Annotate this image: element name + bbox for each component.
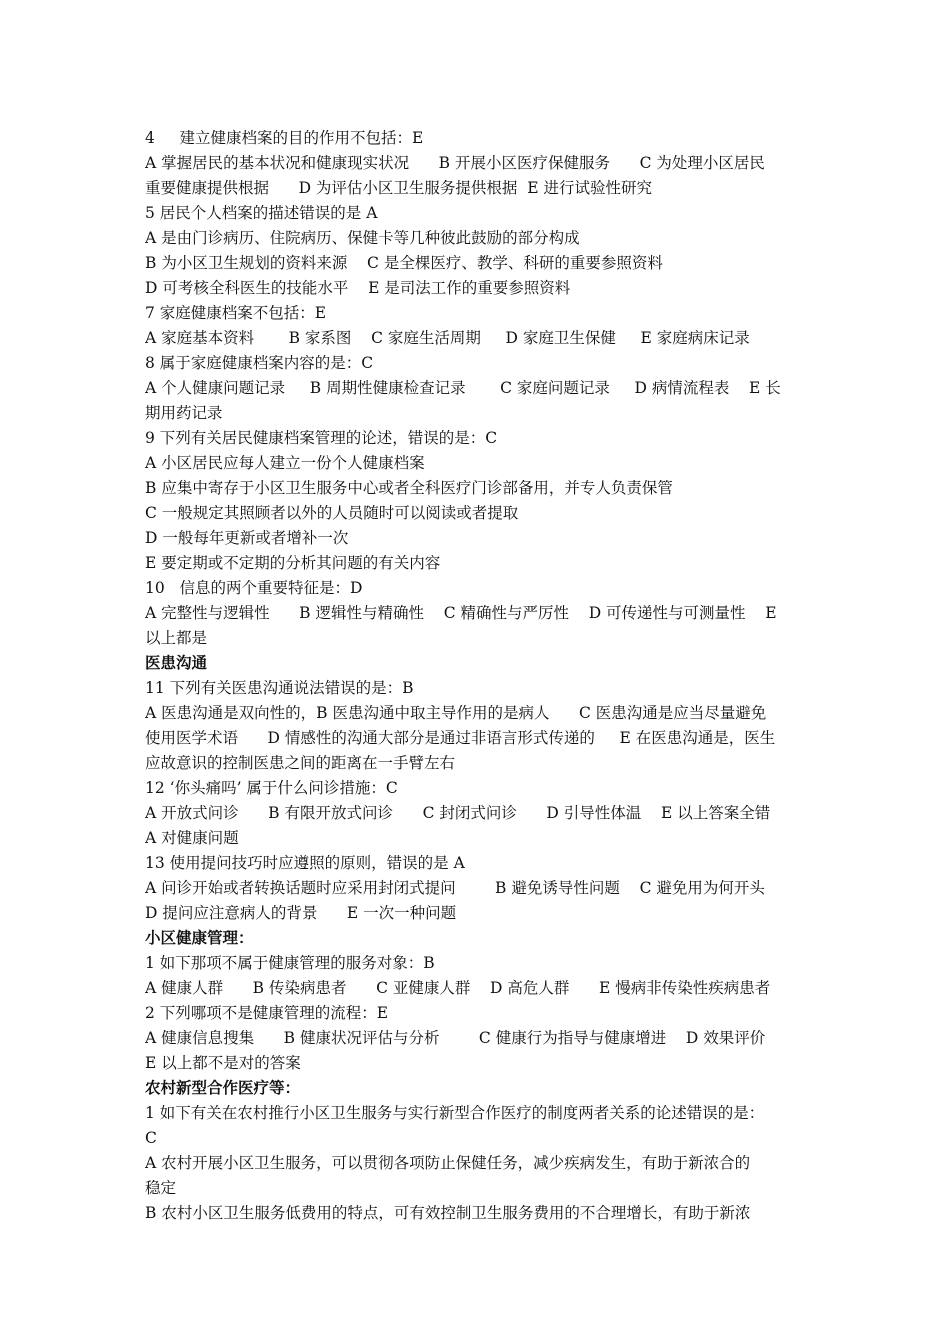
option-line: B 农村小区卫生服务低费用的特点，可有效控制卫生服务费用的不合理增长，有助于新浓 — [145, 1204, 751, 1222]
question-line: 10 信息的两个重要特征是：D — [145, 579, 363, 597]
section-heading: 医患沟通 — [145, 654, 208, 672]
question-line: 4 建立健康档案的目的作用不包括：E — [145, 129, 424, 147]
option-line: A 掌握居民的基本状况和健康现实状况 B 开展小区医疗保健服务 C 为处理小区居民 — [145, 154, 765, 172]
option-line: D 提问应注意病人的背景 E 一次一种问题 — [145, 904, 457, 922]
option-line: D 一般每年更新或者增补一次 — [145, 529, 349, 547]
option-line: A 健康信息搜集 B 健康状况评估与分析 C 健康行为指导与健康增进 D 效果评价 — [145, 1029, 766, 1047]
option-line: A 医患沟通是双向性的，B 医患沟通中取主导作用的是病人 C 医患沟通是应当尽量避免 — [145, 704, 767, 722]
option-line: A 是由门诊病历、住院病历、保健卡等几种彼此鼓励的部分构成 — [145, 229, 580, 247]
option-line: E 以上都不是对的答案 — [145, 1054, 301, 1072]
question-line: 1 如下有关在农村推行小区卫生服务与实行新型合作医疗的制度两者关系的论述错误的是： — [145, 1104, 765, 1122]
question-line: 11 下列有关医患沟通说法错误的是：B — [145, 679, 414, 697]
option-line: A 个人健康问题记录 B 周期性健康检查记录 C 家庭问题记录 D 病情流程表 E 长 — [145, 379, 781, 397]
question-line: 9 下列有关居民健康档案管理的论述，错误的是：C — [145, 429, 498, 447]
section-heading: 小区健康管理： — [145, 929, 254, 947]
option-line: 稳定 — [145, 1179, 177, 1197]
option-line: C 一般规定其照顾者以外的人员随时可以阅读或者提取 — [145, 504, 519, 522]
option-line: D 可考核全科医生的技能水平 E 是司法工作的重要参照资料 — [145, 279, 571, 297]
option-line: 使用医学术语 D 情感性的沟通大部分是通过非语言形式传递的 E 在医患沟通是，医生 — [145, 729, 776, 747]
option-line: 期用药记录 — [145, 404, 223, 422]
question-line: 2 下列哪项不是健康管理的流程：E — [145, 1004, 389, 1022]
option-line: 重要健康提供根据 D 为评估小区卫生服务提供根据 E 进行试验性研究 — [145, 179, 653, 197]
document-body — [145, 126, 815, 1226]
question-line: C — [145, 1129, 157, 1147]
option-line: A 完整性与逻辑性 B 逻辑性与精确性 C 精确性与严厉性 D 可传递性与可测量性 E — [145, 604, 777, 622]
question-line: 1 如下那项不属于健康管理的服务对象：B — [145, 954, 435, 972]
question-line: 12 ‘你头痛吗’ 属于什么问诊措施：C — [145, 779, 398, 797]
option-line: A 小区居民应每人建立一份个人健康档案 — [145, 454, 425, 472]
question-line: 7 家庭健康档案不包括：E — [145, 304, 327, 322]
section-heading: 农村新型合作医疗等： — [145, 1079, 301, 1097]
option-line: A 家庭基本资料 B 家系图 C 家庭生活周期 D 家庭卫生保健 E 家庭病床记录 — [145, 329, 750, 347]
option-line: A 农村开展小区卫生服务，可以贯彻各项防止保健任务，减少疾病发生，有助于新浓合的 — [145, 1154, 751, 1172]
option-line: B 应集中寄存于小区卫生服务中心或者全科医疗门诊部备用，并专人负责保管 — [145, 479, 673, 497]
option-line: A 对健康问题 — [145, 829, 239, 847]
option-line: B 为小区卫生规划的资料来源 C 是全棵医疗、教学、科研的重要参照资料 — [145, 254, 663, 272]
option-line: 以上都是 — [145, 629, 208, 647]
question-line: 8 属于家庭健康档案内容的是：C — [145, 354, 374, 372]
question-line: 13 使用提问技巧时应遵照的原则，错误的是 A — [145, 854, 465, 872]
option-line: 应故意识的控制医患之间的距离在一手臂左右 — [145, 754, 456, 772]
option-line: A 开放式问诊 B 有限开放式问诊 C 封闭式问诊 D 引导性体温 E 以上答案全错 — [145, 804, 771, 822]
option-line: A 问诊开始或者转换话题时应采用封闭式提问 B 避免诱导性问题 C 避免用为何开头 — [145, 879, 765, 897]
option-line: E 要定期或不定期的分析其问题的有关内容 — [145, 554, 441, 572]
question-line: 5 居民个人档案的描述错误的是 A — [145, 204, 378, 222]
option-line: A 健康人群 B 传染病患者 C 亚健康人群 D 高危人群 E 慢病非传染性疾病患者 — [145, 979, 771, 997]
